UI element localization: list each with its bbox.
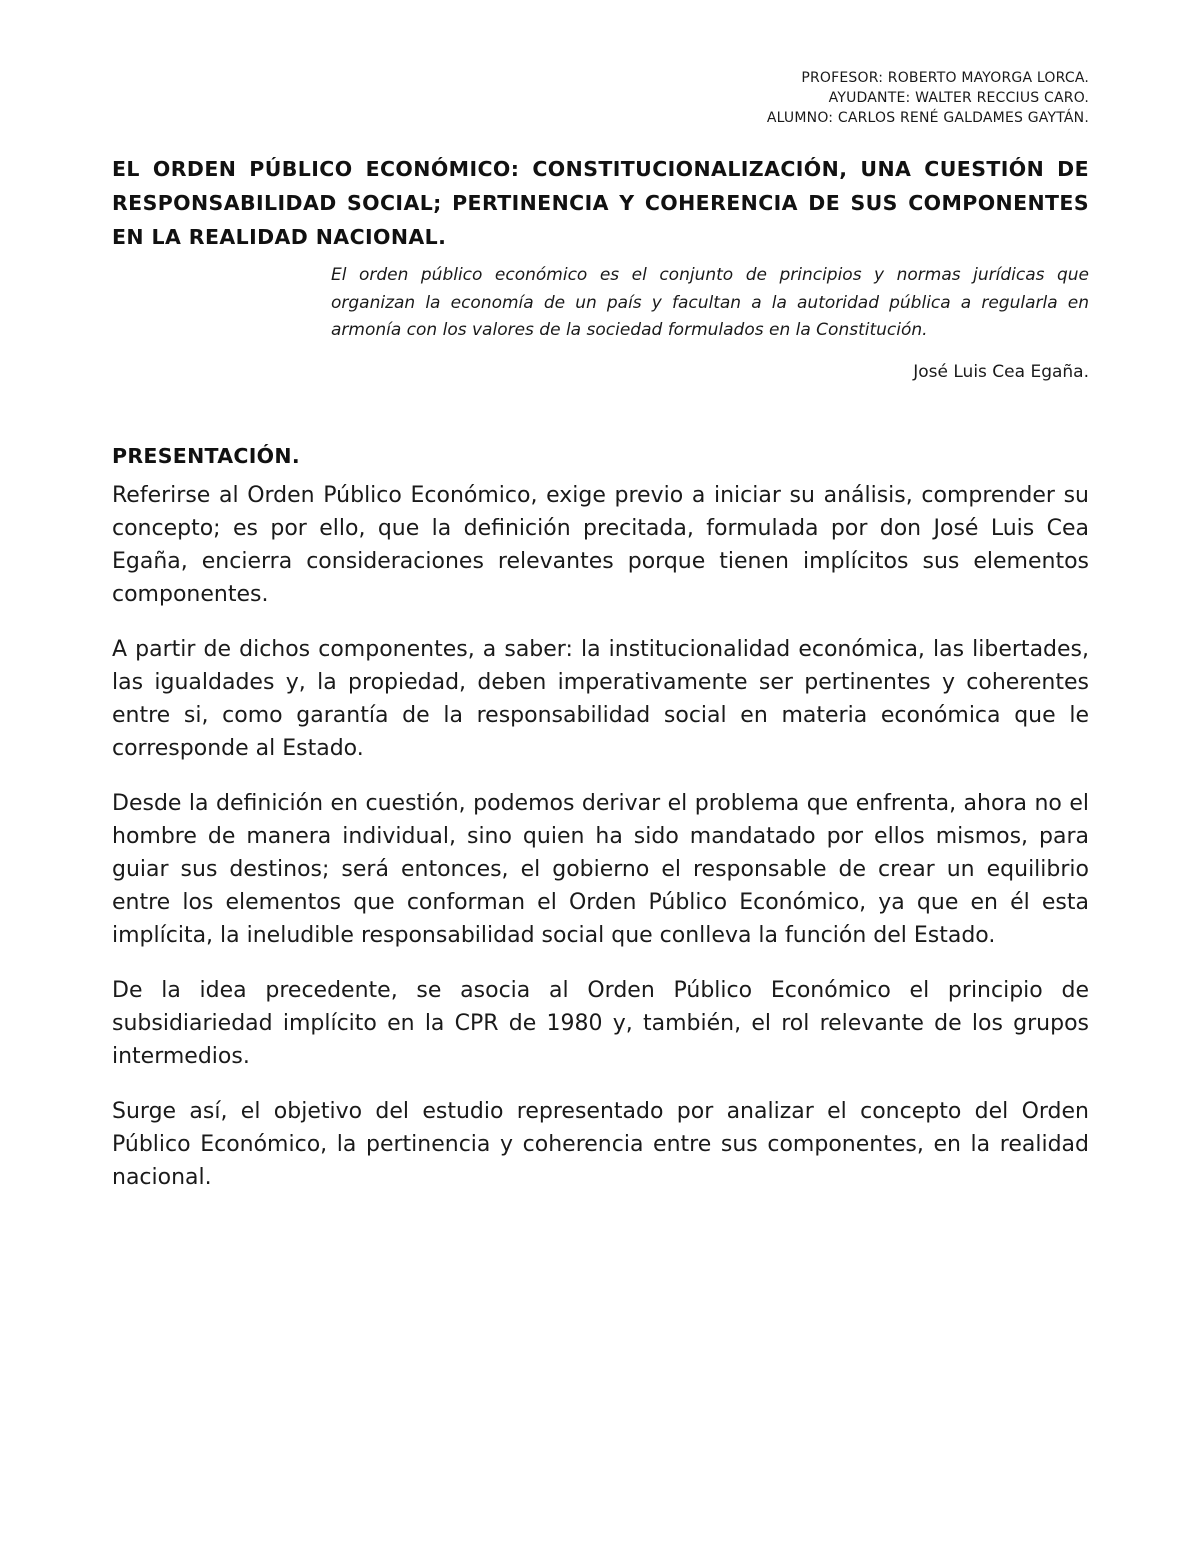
section-heading: PRESENTACIÓN. [112, 443, 300, 468]
document-header [112, 68, 1089, 128]
body-paragraph: A partir de dichos componentes, a saber: la institucionalidad económica, las libertades, las igualdades y, la propiedad, deben imperativamente ser pertinentes y coherentes entre si, como garantía de la responsabilidad social en materia económica que le corresponde al Estado. [112, 636, 1089, 761]
epigraph-author: José Luis Cea Egaña. [913, 361, 1089, 382]
body-paragraph: De la idea precedente, se asocia al Orden Público Económico el principio de subsidiariedad implícito en la CPR de 1980 y, también, el rol relevante de los grupos intermedios. [112, 977, 1089, 1069]
body-paragraph: Surge así, el objetivo del estudio representado por analizar el concepto del Orden Público Económico, la pertinencia y coherencia entre sus componentes, en la realidad nacional. [112, 1098, 1089, 1190]
document-title: EL ORDEN PÚBLICO ECONÓMICO: CONSTITUCIONALIZACIÓN, UNA CUESTIÓN DE RESPONSABILIDAD SOCIAL; PERTINENCIA Y COHERENCIA DE SUS COMPONENTES EN LA REALIDAD NACIONAL. [112, 157, 1089, 249]
profesor-line: PROFESOR: ROBERTO MAYORGA LORCA. [801, 70, 1089, 86]
document-page [112, 68, 1089, 1216]
body-paragraph: Desde la definición en cuestión, podemos derivar el problema que enfrenta, ahora no el hombre de manera individual, sino quien ha sido mandatado por ellos mismos, para guiar sus destinos; será entonces, el gobierno el responsable de crear un equilibrio entre los elementos que conforman el Orden Público Económico, ya que en él esta implícita, la ineludible responsabilidad social que conlleva la función del Estado. [112, 790, 1089, 948]
body-paragraph: Referirse al Orden Público Económico, exige previo a iniciar su análisis, comprender su concepto; es por ello, que la definición precitada, formulada por don José Luis Cea Egaña, encierra consideraciones relevantes porque tienen implícitos sus elementos componentes. [112, 482, 1089, 607]
alumno-line: ALUMNO: CARLOS RENÉ GALDAMES GAYTÁN. [766, 110, 1089, 126]
epigraph-quote: El orden público económico es el conjunto de principios y normas jurídicas que organizan la economía de un país y facultan a la autoridad pública a regularla en armonía con los valores de la sociedad formulados en la Constitución. [331, 265, 1089, 340]
ayudante-line: AYUDANTE: WALTER RECCIUS CARO. [828, 90, 1089, 106]
